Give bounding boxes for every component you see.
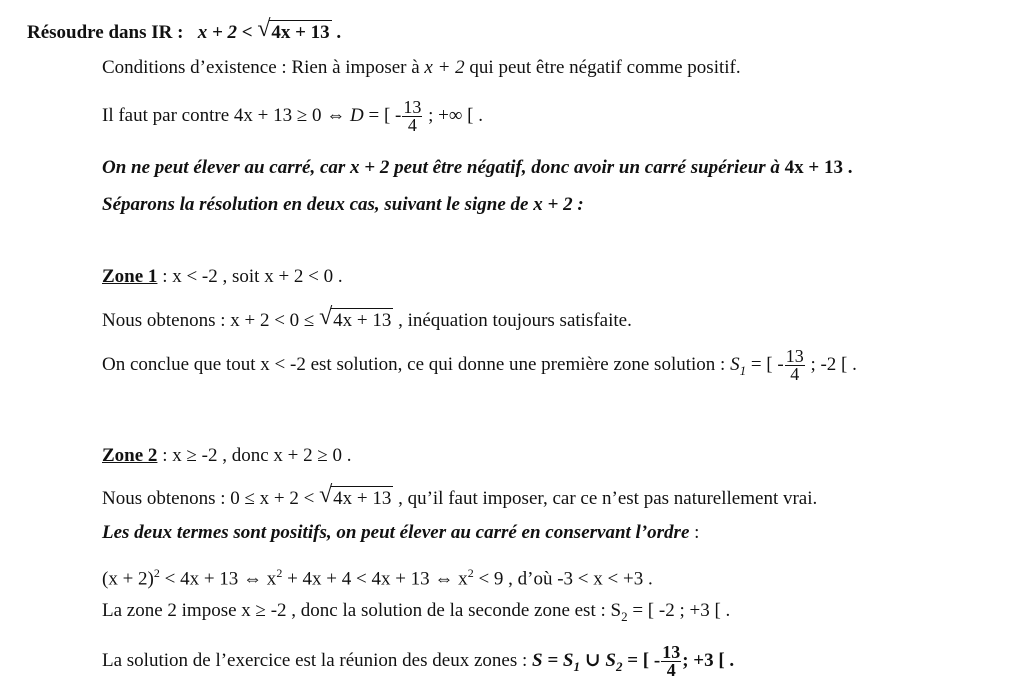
- zone2-obt-post: , qu’il faut imposer, car ce n’est pas naturellement vrai.: [393, 488, 818, 509]
- zone1-heading: Zone 1: [102, 266, 158, 287]
- zone2-positive-line: [102, 522, 699, 544]
- zone2-sq-exp3: 2: [467, 566, 474, 580]
- zone1-s-sub: 1: [739, 362, 747, 378]
- zone2-sq-exp: 2: [153, 566, 160, 580]
- zone2-obtain-line: [102, 482, 818, 510]
- zone1-obt-pre: Nous obtenons : x + 2 < 0 ≤: [102, 310, 320, 331]
- zone2-sq-a: (x + 2): [102, 568, 154, 590]
- zone1-obt-post: , inéquation toujours satisfaite.: [393, 310, 632, 331]
- conditions-text: Conditions d’existence : Rien à imposer à: [102, 57, 425, 78]
- domain-den: 4: [407, 115, 417, 136]
- zone1-cond: : x < -2 , soit x + 2 < 0 .: [157, 266, 343, 287]
- exercise-title: [27, 16, 342, 44]
- title-lhs: x + 2 <: [197, 22, 253, 43]
- final-union: ∪ S: [579, 650, 616, 671]
- zone2-both-colon: :: [689, 522, 700, 543]
- domain-post: ; +∞ [ .: [423, 105, 484, 126]
- final-eq: = [ -: [622, 650, 661, 671]
- warning-line-2: [102, 194, 584, 216]
- domain-d: D: [350, 105, 364, 126]
- zone2-impose-line: [102, 600, 730, 628]
- zone2-heading-line: [102, 445, 352, 467]
- domain-eq: = [ -: [363, 105, 402, 126]
- zone2-sq-b: < 4x + 13 ⇔ x: [159, 568, 277, 590]
- conditions-rest: qui peut être négatif comme positif.: [464, 57, 741, 78]
- final-post: ; +3 [ .: [682, 650, 735, 671]
- warning-2a: Séparons la résolution en deux cas, suivant le signe de: [102, 194, 529, 215]
- zone1-obtain-line: [102, 304, 632, 332]
- zone2-heading: Zone 2: [102, 445, 158, 466]
- final-pre: La solution de l’exercice est la réunion des deux zones :: [102, 650, 532, 671]
- zone1-heading-line: [102, 266, 343, 288]
- title-set: IR: [151, 22, 173, 43]
- zone1-s: S: [730, 354, 740, 375]
- zone2-impose-sub: 2: [621, 608, 628, 624]
- zone2-sq-d: < 9 , d’où -3 < x < +3 .: [473, 568, 653, 590]
- zone2-sqrt: √ 4x + 13: [319, 482, 392, 509]
- final-den: 4: [666, 660, 676, 681]
- zone1-conclusion-line: [102, 345, 857, 385]
- title-colon: :: [177, 22, 184, 43]
- zone2-radicand: 4x + 13: [333, 488, 392, 509]
- title-sqrt: √ 4x + 13: [257, 16, 330, 43]
- conditions-line: [102, 57, 741, 79]
- zone2-both-bold: Les deux termes sont positifs, on peut élever au carré en conservant l’ordre: [102, 522, 690, 543]
- warning-2b: x + 2 :: [528, 194, 584, 215]
- conditions-expr: x + 2: [424, 57, 465, 78]
- domain-line: [102, 96, 483, 136]
- warning-line-1: [102, 157, 853, 179]
- domain-pre: Il faut par contre 4x + 13 ≥ 0 ⇔: [102, 105, 351, 126]
- warning-1d: 4x + 13 .: [779, 157, 853, 178]
- final-s: S = S: [532, 650, 574, 671]
- title-end: .: [336, 22, 342, 43]
- title-label: Résoudre dans: [27, 22, 147, 43]
- final-s1: 1: [573, 658, 580, 674]
- zone1-post: ; -2 [ .: [805, 354, 857, 375]
- zone1-sqrt: √ 4x + 13: [319, 304, 392, 331]
- warning-1c: peut être négatif, donc avoir un carré supérieur à: [394, 157, 780, 178]
- zone1-eq: = [ -: [746, 354, 784, 375]
- warning-1b: x + 2: [345, 157, 395, 178]
- zone2-sq-c: + 4x + 4 < 4x + 13 ⇔ x: [282, 568, 468, 590]
- zone1-fraction: [785, 348, 805, 383]
- zone1-concl-pre: On conclue que tout x < -2 est solution, ce qui donne une première zone solution :: [102, 354, 731, 375]
- final-num: 13: [662, 642, 681, 663]
- zone1-den: 4: [790, 364, 800, 385]
- zone2-square-line: [102, 562, 653, 590]
- warning-1a: On ne peut élever au carré, car: [102, 157, 346, 178]
- final-line: [102, 640, 734, 682]
- final-fraction: [661, 644, 681, 679]
- zone2-cond: : x ≥ -2 , donc x + 2 ≥ 0 .: [157, 445, 352, 466]
- zone2-impose-post: = [ -2 ; +3 [ .: [627, 600, 731, 621]
- zone1-radicand: 4x + 13: [333, 310, 392, 331]
- domain-fraction: [402, 99, 422, 134]
- zone2-obt-pre: Nous obtenons : 0 ≤ x + 2 <: [102, 488, 320, 509]
- final-s2: 2: [615, 658, 623, 674]
- title-radicand: 4x + 13: [271, 22, 330, 43]
- zone1-num: 13: [785, 346, 804, 367]
- zone2-impose: La zone 2 impose x ≥ -2 , donc la solution de la seconde zone est : S: [102, 600, 622, 621]
- domain-num: 13: [403, 97, 422, 118]
- zone2-sq-exp2: 2: [276, 566, 283, 580]
